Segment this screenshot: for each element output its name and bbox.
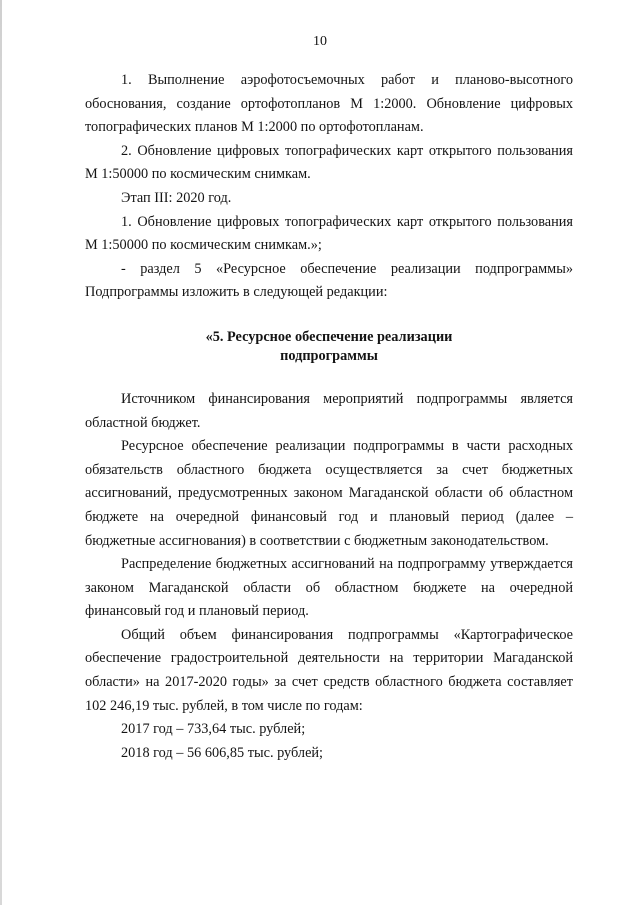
paragraph-item-1: 1. Выполнение аэрофотосъемочных работ и планово-высотного обоснования, создание ортофотопланов М 1:2000. Обновление цифровых топографических планов М 1:2000 по ортофотопланам. [85,72,573,136]
allocation-paragraph: Распределение бюджетных ассигнований на подпрограмму утверждается законом Магаданской области об областном бюджете на очередной финансовый год и плановый период. [85,556,573,620]
paragraph-item-2: 2. Обновление цифровых топографических карт открытого пользования М 1:50000 по космическим снимкам. [85,142,573,183]
section-heading [85,328,573,366]
scan-edge [0,0,2,905]
section-heading-line-2: подпрограммы [280,347,378,364]
financing-source-paragraph: Источником финансирования мероприятий подпрограммы является областной бюджет. [85,390,573,431]
section-intro-paragraph: - раздел 5 «Ресурсное обеспечение реализации подпрограммы» Подпрограммы изложить в следующей редакции: [85,260,573,301]
total-funding-paragraph: Общий объем финансирования подпрограммы «Картографическое обеспечение градостроительной деятельности на территории Магаданской области» на 2017-2020 годы» за счет средств областного бюджета составляет 102 246,19 тыс. рублей, в том числе по годам: [85,626,573,714]
stage-heading: Этап III: 2020 год. [121,189,232,206]
resource-provision-paragraph: Ресурсное обеспечение реализации подпрограммы в части расходных обязательств областного бюджета осуществляется за счет бюджетных ассигнований, предусмотренных законом Магаданской области об областном бюджете на очередной финансовый год и плановый период (далее – бюджетные ассигнования) в соответствии с бюджетным законодательством. [85,438,573,549]
document-body [85,69,573,765]
page-number: 10 [313,34,327,49]
section-heading-line-1: «5. Ресурсное обеспечение реализации [205,328,453,345]
funding-2018-line: 2018 год – 56 606,85 тыс. рублей; [121,744,324,761]
funding-2017-line: 2017 год – 733,64 тыс. рублей; [121,721,306,738]
paragraph-item-3: 1. Обновление цифровых топографических карт открытого пользования М 1:50000 по космическим снимкам.»; [85,213,573,254]
